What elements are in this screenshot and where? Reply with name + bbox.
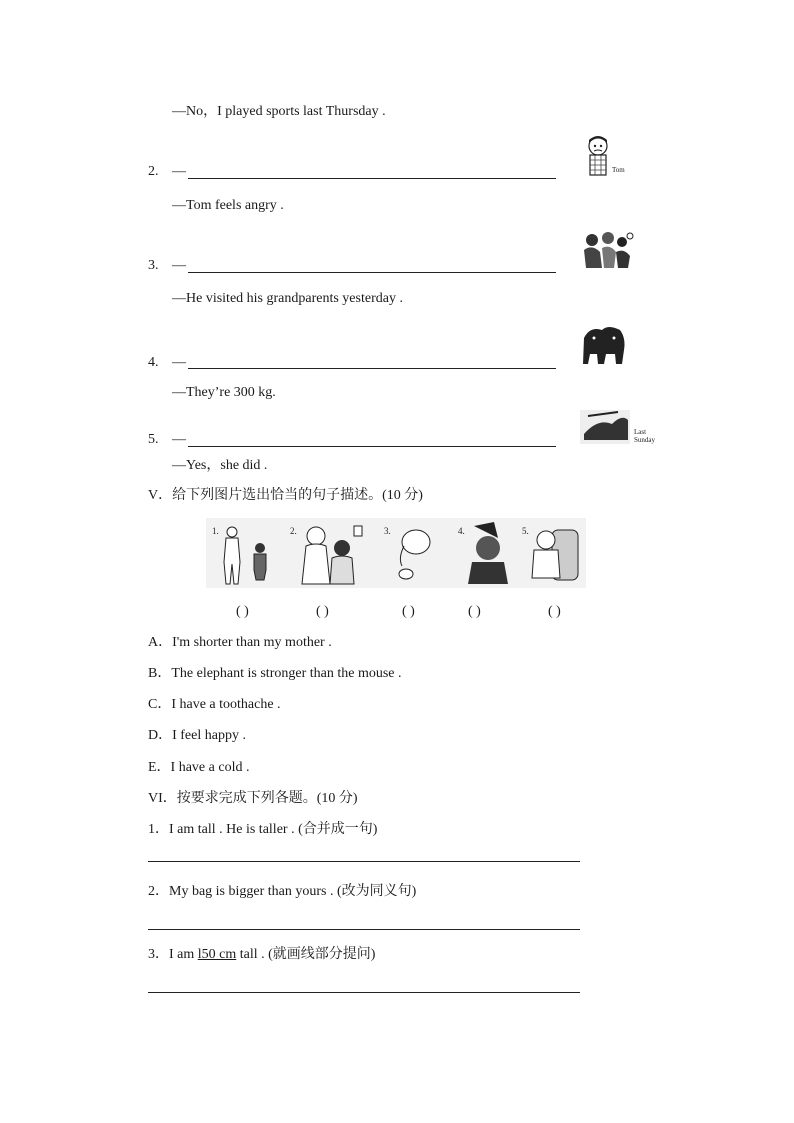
item-number-5: 5. [148, 432, 159, 447]
visit-grandparents-image [580, 230, 634, 272]
question-1: 1．I am tall . He is taller . (合并成一句) [148, 822, 378, 837]
answer-line-3: —He visited his grandparents yesterday . [172, 291, 403, 306]
pic-number-3: 3. [384, 526, 391, 536]
bracket-4[interactable]: ( ) [468, 604, 481, 619]
picture-strip [206, 518, 586, 588]
item-dash-3: — [172, 258, 186, 273]
item-dash-2: — [172, 164, 186, 179]
write-line-3[interactable] [188, 272, 556, 273]
bracket-5[interactable]: ( ) [548, 604, 561, 619]
question-2: 2．My bag is bigger than yours . (改为同义句) [148, 884, 417, 899]
pic-number-4: 4. [458, 526, 465, 536]
section5-title: V．给下列图片选出恰当的句子描述。(10 分) [148, 488, 423, 503]
answer-line-1: —No，I played sports last Thursday . [172, 104, 386, 119]
pic-number-2: 2. [290, 526, 297, 536]
bracket-2[interactable]: ( ) [316, 604, 329, 619]
write-line-4[interactable] [188, 368, 556, 369]
section6-title: VI．按要求完成下列各题。(10 分) [148, 791, 358, 806]
item-dash-5: — [172, 432, 186, 447]
animals-image [580, 320, 628, 368]
question-3-underlined: l50 cm [197, 947, 237, 962]
item-dash-4: — [172, 355, 186, 370]
item-number-2: 2. [148, 164, 159, 179]
answer-line-5: —Yes，she did . [172, 458, 268, 473]
tom-angry-image [582, 134, 632, 178]
answer-line-4: —They’re 300 kg. [172, 385, 276, 400]
last-label: Last [634, 428, 647, 436]
answer-line-q2[interactable] [148, 929, 580, 930]
answer-line-q1[interactable] [148, 861, 580, 862]
answer-line-q3[interactable] [148, 992, 580, 993]
pic-number-5: 5. [522, 526, 529, 536]
pic-number-1: 1. [212, 526, 219, 536]
item-number-3: 3. [148, 258, 159, 273]
answer-line-2: —Tom feels angry . [172, 198, 284, 213]
option-a: A．I'm shorter than my mother . [148, 635, 332, 650]
last-sunday-image [578, 404, 666, 448]
question-3-post: tall . (就画线部分提问) [236, 947, 376, 962]
option-b: B．The elephant is stronger than the mouse . [148, 666, 402, 681]
question-3-pre: 3．I am [148, 947, 198, 962]
option-d: D．I feel happy . [148, 728, 246, 743]
option-e: E．I have a cold . [148, 760, 250, 775]
item-number-4: 4. [148, 355, 159, 370]
write-line-2[interactable] [188, 178, 556, 179]
bracket-1[interactable]: ( ) [236, 604, 249, 619]
bracket-3[interactable]: ( ) [402, 604, 415, 619]
option-c: C．I have a toothache . [148, 697, 281, 712]
write-line-5[interactable] [188, 446, 556, 447]
sunday-label: Sunday [634, 436, 655, 444]
tom-label: Tom [612, 166, 625, 174]
question-3 [148, 946, 375, 964]
